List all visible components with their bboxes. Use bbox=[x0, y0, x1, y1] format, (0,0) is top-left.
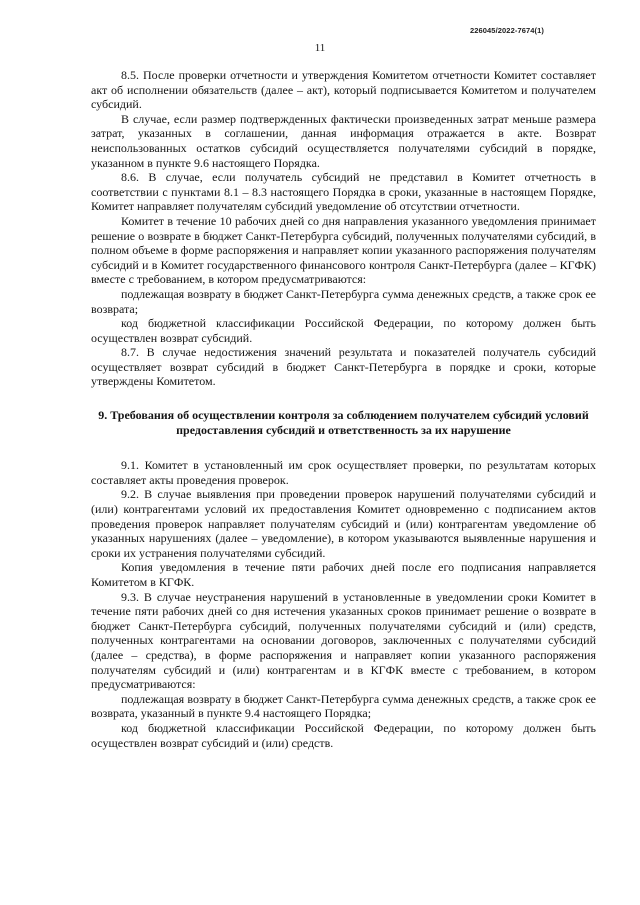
paragraph-8-6-kbk: код бюджетной классификации Российской Федерации, по которому должен быть осуществлен возврат субсидий. bbox=[91, 316, 596, 345]
paragraph-9-2: 9.2. В случае выявления при проведении проверок нарушений получателями субсидий и (или) контрагентами условий их предоставления Комитет одновременно с подписанием актов проведения проверок направляет получателям субсидий и (или) контрагентам уведомление об указанных нарушениях (далее – уведомление), в котором указываются выявленные нарушения и сроки их устранения получателями субсидий. bbox=[91, 487, 596, 560]
paragraph-9-3: 9.3. В случае неустранения нарушений в установленные в уведомлении сроки Комитет в течение пяти рабочих дней со дня истечения указанных сроков принимает решение о возврате в бюджет Санкт-Петербурга субсидий, полученных получателями субсидий и (или) средств, полученных контрагентами на основании договоров, заключенных с получателями субсидий (далее – средства), в форме распоряжения и направляет копии указанного распоряжения получателям субсидий и (или) контрагентам и в КГФК вместе с требованием, в котором предусматриваются: bbox=[91, 589, 596, 692]
paragraph-9-3-amount: подлежащая возврату в бюджет Санкт-Петербурга сумма денежных средств, а также срок ее возврата, указанный в пункте 9.4 настоящего Порядка; bbox=[91, 691, 596, 721]
paragraph-8-6: 8.6. В случае, если получатель субсидий не представил в Комитет отчетность в соответствии с пунктами 8.1 – 8.3 настоящего Порядка в сроки, указанные в настоящем Порядке, Комитет направляет получателям субсидий уведомление об отсутствии отчетности. bbox=[91, 170, 596, 214]
paragraph-8-5: 8.5. После проверки отчетности и утверждения Комитетом отчетности Комитет составляет акт об исполнении обязательств (далее – акт), который подписывается Комитетом и получателем субсидий. bbox=[91, 68, 596, 112]
paragraph-8-5-cont: В случае, если размер подтвержденных фактически произведенных затрат меньше размера затрат, указанных в соглашении, данная информация отражается в акте. Возврат неиспользованных остатков субсидий осуществляется получателями субсидий в порядке, указанном в пункте 9.6 настоящего Порядка. bbox=[91, 111, 596, 170]
paragraph-9-2-copy: Копия уведомления в течение пяти рабочих дней после его подписания направляется Комитетом в КГФК. bbox=[91, 560, 596, 589]
document-body bbox=[91, 68, 596, 750]
paragraph-9-3-kbk: код бюджетной классификации Российской Федерации, по которому должен быть осуществлен возврат субсидий и (или) средств. bbox=[91, 720, 596, 750]
document-id: 226045/2022-7674(1) bbox=[469, 26, 544, 35]
page-number: 11 bbox=[314, 42, 326, 54]
section-9-heading: 9. Требования об осуществлении контроля за соблюдением получателем субсидий условий предоставления субсидий и ответственность за их нарушение bbox=[98, 408, 589, 437]
paragraph-9-1: 9.1. Комитет в установленный им срок осуществляет проверки, по результатам которых составляет акты проведения проверок. bbox=[91, 458, 596, 487]
paragraph-8-6-decision: Комитет в течение 10 рабочих дней со дня направления указанного уведомления принимает решение о возврате в бюджет Санкт-Петербурга субсидий, полученных получателями субсидий, в полном объеме в форме распоряжения и направляет копии указанного распоряжения получателям субсидий и в Комитет государственного финансового контроля Санкт-Петербурга (далее – КГФК) вместе с требованием, в котором предусматриваются: bbox=[91, 213, 596, 287]
paragraph-8-7: 8.7. В случае недостижения значений результата и показателей получатель субсидий осуществляет возврат субсидий в бюджет Санкт-Петербурга в порядке и сроки, которые утверждены Комитетом. bbox=[91, 345, 596, 389]
paragraph-8-6-amount: подлежащая возврату в бюджет Санкт-Петербурга сумма денежных средств, а также срок ее возврата; bbox=[91, 286, 596, 316]
